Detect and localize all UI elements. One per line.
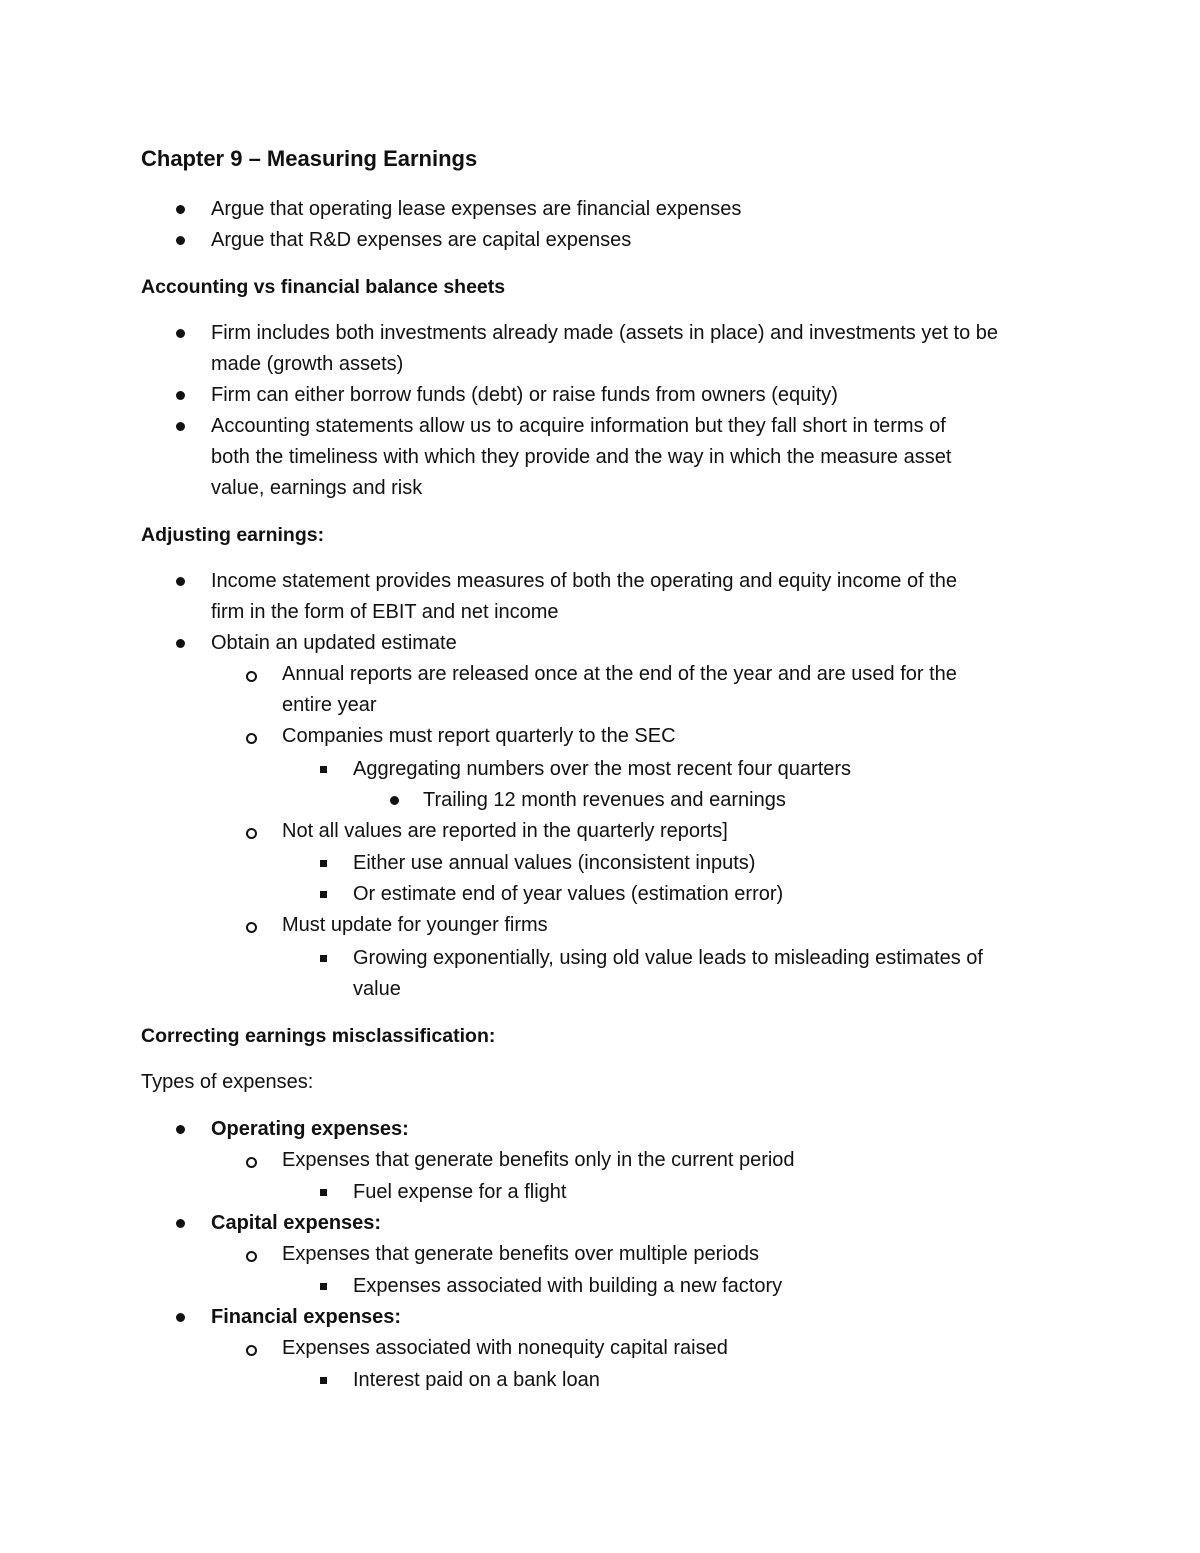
list-item-text: Obtain an updated estimate <box>211 632 457 654</box>
list-item-text: value, earnings and risk <box>211 477 423 499</box>
bullet-icon <box>176 205 185 214</box>
list-item-text: made (growth assets) <box>211 353 404 375</box>
bullet-icon <box>176 1313 185 1322</box>
list-item-text: Argue that R&D expenses are capital expenses <box>211 229 632 251</box>
circle-bullet-icon <box>246 1345 257 1356</box>
list-item-text: Interest paid on a bank loan <box>353 1369 600 1391</box>
list-item-text: entire year <box>282 694 377 716</box>
circle-bullet-icon <box>246 733 257 744</box>
bullet-icon <box>390 796 399 805</box>
circle-bullet-icon <box>246 828 257 839</box>
list-item-text: firm in the form of EBIT and net income <box>211 601 559 623</box>
square-bullet-icon <box>320 1283 327 1290</box>
list-item-text: Financial expenses: <box>211 1306 402 1328</box>
bullet-icon <box>176 1125 185 1134</box>
section-heading: Adjusting earnings: <box>141 524 325 546</box>
circle-bullet-icon <box>246 1157 257 1168</box>
list-item-text: Aggregating numbers over the most recent four quarters <box>353 758 852 780</box>
bullet-icon <box>176 329 185 338</box>
list-item-text: Firm can either borrow funds (debt) or raise funds from owners (equity) <box>211 384 838 406</box>
section-subheading: Types of expenses: <box>141 1071 314 1093</box>
square-bullet-icon <box>320 766 327 773</box>
bullet-icon <box>176 236 185 245</box>
circle-bullet-icon <box>246 671 257 682</box>
list-item-text: Capital expenses: <box>211 1212 382 1234</box>
circle-bullet-icon <box>246 922 257 933</box>
bullet-icon <box>176 422 185 431</box>
list-item-text: value <box>353 978 401 1000</box>
bullet-icon <box>176 1219 185 1228</box>
list-item-text: Expenses associated with building a new factory <box>353 1275 783 1297</box>
list-item-text: Companies must report quarterly to the SEC <box>282 725 676 747</box>
section-heading: Accounting vs financial balance sheets <box>141 276 506 298</box>
list-item-text: Or estimate end of year values (estimation error) <box>353 883 784 905</box>
list-item-text: Either use annual values (inconsistent inputs) <box>353 852 756 874</box>
list-item-text: Not all values are reported in the quarterly reports] <box>282 820 728 842</box>
square-bullet-icon <box>320 860 327 867</box>
list-item-text: Must update for younger firms <box>282 914 548 936</box>
list-item-text: Expenses that generate benefits over multiple periods <box>282 1243 759 1265</box>
list-item-text: Expenses that generate benefits only in the current period <box>282 1149 795 1171</box>
square-bullet-icon <box>320 891 327 898</box>
list-item-text: Growing exponentially, using old value leads to misleading estimates of <box>353 947 983 969</box>
circle-bullet-icon <box>246 1251 257 1262</box>
list-item-text: Trailing 12 month revenues and earnings <box>423 789 786 811</box>
bullet-icon <box>176 639 185 648</box>
section-heading: Correcting earnings misclassification: <box>141 1025 496 1047</box>
list-item-text: Fuel expense for a flight <box>353 1181 567 1203</box>
bullet-icon <box>176 391 185 400</box>
bullet-icon <box>176 577 185 586</box>
square-bullet-icon <box>320 1189 327 1196</box>
list-item-text: Annual reports are released once at the end of the year and are used for the <box>282 663 957 685</box>
list-item-text: Operating expenses: <box>211 1118 409 1140</box>
square-bullet-icon <box>320 1377 327 1384</box>
list-item-text: Firm includes both investments already made (assets in place) and investments yet to be <box>211 322 999 344</box>
page-title: Chapter 9 – Measuring Earnings <box>141 146 478 171</box>
list-item-text: both the timeliness with which they provide and the way in which the measure asset <box>211 446 952 468</box>
list-item-text: Income statement provides measures of both the operating and equity income of the <box>211 570 957 592</box>
list-item-text: Argue that operating lease expenses are financial expenses <box>211 198 742 220</box>
list-item-text: Accounting statements allow us to acquire information but they fall short in terms of <box>211 415 946 437</box>
square-bullet-icon <box>320 955 327 962</box>
list-item-text: Expenses associated with nonequity capital raised <box>282 1337 728 1359</box>
